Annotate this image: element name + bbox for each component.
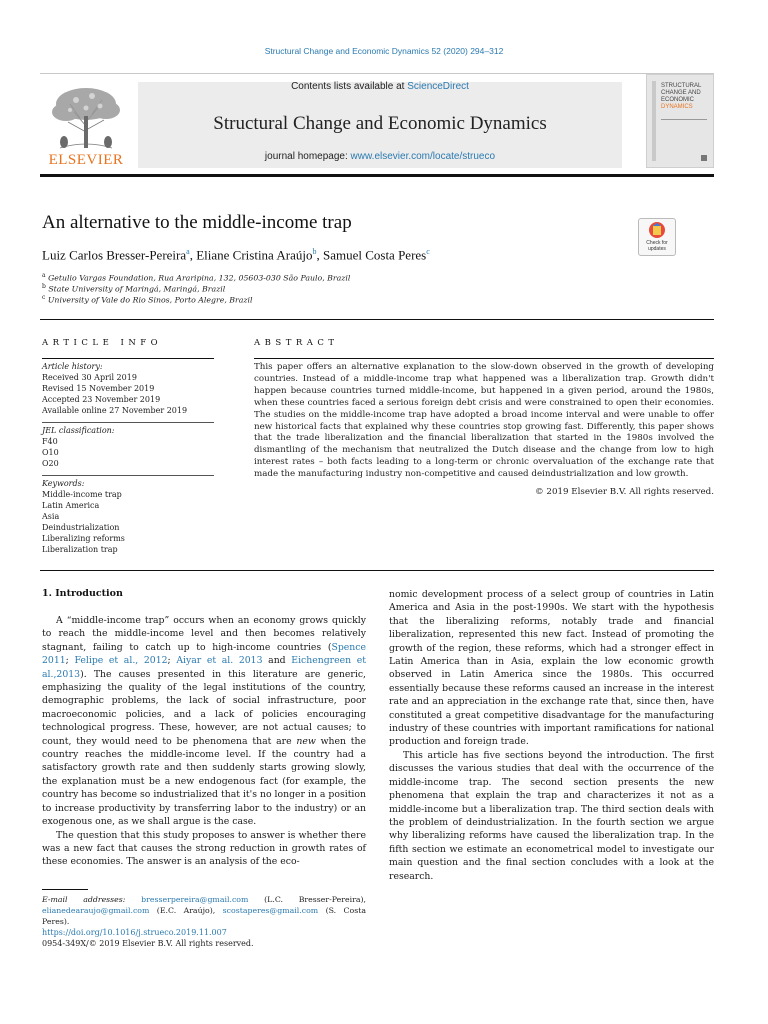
- contents-line: [138, 81, 622, 92]
- journal-homepage-link[interactable]: www.elsevier.com/locate/strueco: [350, 151, 496, 162]
- running-head[interactable]: Structural Change and Economic Dynamics 52 (2020) 294–312: [264, 46, 504, 56]
- author-name[interactable]: Luiz Carlos Bresser-Pereira: [42, 247, 187, 263]
- email-footnote: [42, 894, 366, 927]
- issn-line: 0954-349X/© 2019 Elsevier B.V. All rights reserved.: [42, 939, 254, 948]
- citation-separator: ;: [65, 655, 75, 667]
- jel-code: F40: [42, 437, 58, 446]
- journal-homepage-line: [138, 151, 622, 162]
- author-name[interactable]: Eliane Cristina Araújo: [196, 247, 313, 263]
- affiliation-text: University of Vale do Rio Sinos, Porto Alegre, Brazil: [47, 295, 253, 305]
- jel-code: O20: [42, 459, 59, 468]
- cover-title: [661, 83, 701, 111]
- abstract-text: This paper offers an alternative explanation to the slow-down observed in the growth of developing countries. Instead of a middle-income trap what happened was a liberalization trap. Growth didn't happen because countries turned middle-income, but happened in a given period, around the 1980s, when these countries faced a serious foreign debt crisis and were constrained to open their economies. The studies on the middle-income trap have adopted a broad income interval and were unable to offer new historical facts that explained why these countries stop growing fast. Differently, this paper shows that the trade liberalization and the financial liberalization that started in the 1980s involved the dismantling of the mechanism that neutralized the Dutch disease and the change from low to high interest rates – both facts leading to a long-term or chronic overvaluation of the exchange rate that made the manufacturing industry non-competitive and caused deindustrialization and low growth.: [254, 362, 714, 480]
- author-separator: ,: [316, 247, 323, 263]
- paragraph: [42, 614, 366, 829]
- body-column-right: [389, 588, 714, 883]
- article-info-rule: [42, 358, 214, 359]
- masthead-top-rule: [40, 73, 714, 74]
- email-link[interactable]: scostaperes@gmail.com: [222, 906, 319, 915]
- sciencedirect-link[interactable]: ScienceDirect: [407, 81, 469, 92]
- email-owner: (S. Costa Peres).: [42, 906, 367, 926]
- paragraph: The question that this study proposes to answer is whether there was a new fact that causes the strong reduction in growth rates of these economies. The answer is an analysis of the eco-: [42, 829, 366, 868]
- article-info-heading: ARTICLE INFO: [42, 338, 163, 348]
- author-name[interactable]: Samuel Costa Peres: [322, 247, 427, 263]
- affiliation: [42, 283, 225, 294]
- author-separator: ,: [189, 247, 197, 263]
- body-column-left: [42, 614, 366, 869]
- paragraph-continued: nomic development process of a select group of countries in Latin America and Asia in the post-1990s. We start with the hypothesis that the liberalizing reforms, notably trade and financial liberalization, represented this new fact. Instead of promoting the growth of the region, these reforms, which had a stronger effect in Latin America than in Asia, explain the low economic growth observed in Latin America since the 1980s. This occurred essentially because these reforms caused an increase in the interest rate and an appreciation in the exchange rate that, since then, have constituted a great competitive disadvantage for the manufacturing industry of these countries with important ramifications for national production and foreign trade.: [389, 589, 714, 748]
- online-date: Available online 27 November 2019: [42, 406, 188, 415]
- email-owner: (E.C. Araújo),: [149, 906, 223, 915]
- citation-link[interactable]: Eichengreen et al.,2013: [42, 655, 366, 680]
- journal-cover-thumbnail[interactable]: [646, 74, 714, 168]
- body-rule: [40, 570, 714, 571]
- keywords-label: Keywords:: [42, 479, 85, 488]
- cover-title-line-3: ECONOMIC: [661, 97, 694, 103]
- abstract-copyright: © 2019 Elsevier B.V. All rights reserved.: [534, 487, 714, 497]
- email-link[interactable]: elianedearaujo@gmail.com: [42, 906, 150, 915]
- keywords-rule: [42, 475, 214, 476]
- jel-rule: [42, 422, 214, 423]
- cover-title-line-2: CHANGE AND: [661, 90, 701, 96]
- check-updates-label-2: updates: [648, 245, 666, 252]
- keyword: Liberalizing reforms: [42, 534, 125, 543]
- abstract-heading: ABSTRACT: [254, 338, 339, 348]
- affiliation-sup: a: [42, 272, 46, 279]
- cover-logo-mark: [701, 155, 707, 161]
- keyword: Liberalization trap: [42, 545, 118, 554]
- header-rule: [40, 319, 714, 320]
- affiliation-text: Getulio Vargas Foundation, Rua Araripina, 132, 05603-030 São Paulo, Brazil: [48, 273, 351, 283]
- email-link[interactable]: bresserpereira@gmail.com: [141, 895, 249, 904]
- email-label: E-mail addresses:: [42, 895, 142, 904]
- cover-title-line-4: DYNAMICS: [661, 104, 693, 110]
- jel-label: JEL classification:: [42, 426, 115, 435]
- journal-title: Structural Change and Economic Dynamics: [213, 113, 547, 134]
- paragraph-text: when the country reaches the middle-income level. If the country had a satisfactory growth rate and then suddenly starts growing slowly, the explanation must be a new endogenous fact (for example, the country has become so industrialized that it's no longer in a position to increase productivity by transferring labor to the industry) or an exogenous one, as we shall argue is the case.: [42, 735, 366, 828]
- author-affil-sup[interactable]: a: [186, 247, 190, 256]
- doi-link[interactable]: https://doi.org/10.1016/j.strueco.2019.11.007: [42, 928, 227, 937]
- accepted-date: Accepted 23 November 2019: [42, 395, 161, 404]
- check-updates-label: [639, 241, 675, 252]
- check-updates-label-1: Check for: [646, 240, 668, 246]
- affiliation: [42, 272, 350, 283]
- jel-code: O10: [42, 448, 59, 457]
- affiliation-sup: c: [42, 294, 46, 301]
- citation-link[interactable]: Spence 2011: [42, 641, 366, 667]
- paragraph: This article has five sections beyond the introduction. The first discusses the various studies that deal with the occurrence of the middle-income trap. The second section presents the new phenomena that explain the trap and characterizes it not as a middle-income but a liberalization trap. The third section deals with the problem of deindustrialization. In the fourth section we argue why liberalizing reforms have caused the liberalization trap. In the fifth section we estimate an econometrical model to investigate our main question and the final section concludes with a look at the research.: [389, 749, 714, 882]
- citation-link[interactable]: Aiyar et al. 2013: [176, 655, 263, 667]
- paragraph-text: A “middle-income trap” occurs when an economy grows quickly to reach the middle-income level and then becomes relatively stagnant, failing to catch up to high-income countries (: [42, 615, 366, 653]
- emphasis-text: new: [296, 735, 316, 747]
- cover-title-line-1: STRUCTURAL: [661, 83, 702, 89]
- author-affil-sup[interactable]: b: [312, 247, 317, 256]
- keyword: Asia: [42, 512, 60, 521]
- article-title: An alternative to the middle-income trap: [42, 212, 352, 233]
- keyword: Latin America: [42, 501, 100, 510]
- citation-separator: and: [262, 655, 292, 667]
- paragraph-text: ). The causes presented in this literature are generic, emphasizing the quality of the legal institutions of the country, demographic problems, the lack of social infrastructure, poor macroeconomic policies, and a lack of policies encouraging technological progress. These, however, are not actual causes; to count, they would need to be phenomena that are: [42, 668, 366, 747]
- cover-divider: [661, 119, 707, 120]
- affiliation: [42, 294, 253, 305]
- cover-spine: [652, 81, 656, 161]
- elsevier-wordmark: ELSEVIER: [48, 152, 124, 168]
- citation-link[interactable]: Felipe et al., 2012: [74, 655, 168, 667]
- footnote-rule: [42, 889, 88, 890]
- author-affil-sup[interactable]: c: [426, 247, 430, 256]
- check-for-updates-button[interactable]: [638, 218, 676, 256]
- introduction-heading: 1. Introduction: [42, 588, 123, 599]
- keyword: Middle-income trap: [42, 490, 122, 499]
- article-history-label: Article history:: [42, 362, 103, 371]
- masthead-bottom-rule: [40, 174, 714, 177]
- check-updates-icon: [639, 219, 675, 241]
- elsevier-tree-icon: [40, 82, 132, 152]
- affiliation-text: State University of Maringá, Maringá, Brazil: [48, 284, 226, 294]
- contents-prefix: Contents lists available at: [291, 81, 408, 92]
- revised-date: Revised 15 November 2019: [42, 384, 155, 393]
- author-list: [42, 247, 430, 263]
- citation-separator: ;: [167, 655, 177, 667]
- received-date: Received 30 April 2019: [42, 373, 137, 382]
- abstract-rule: [254, 358, 714, 359]
- homepage-prefix: journal homepage:: [264, 151, 351, 162]
- keyword: Deindustrialization: [42, 523, 120, 532]
- affiliation-sup: b: [42, 283, 46, 290]
- email-owner: (L.C. Bresser-Pereira),: [248, 895, 366, 904]
